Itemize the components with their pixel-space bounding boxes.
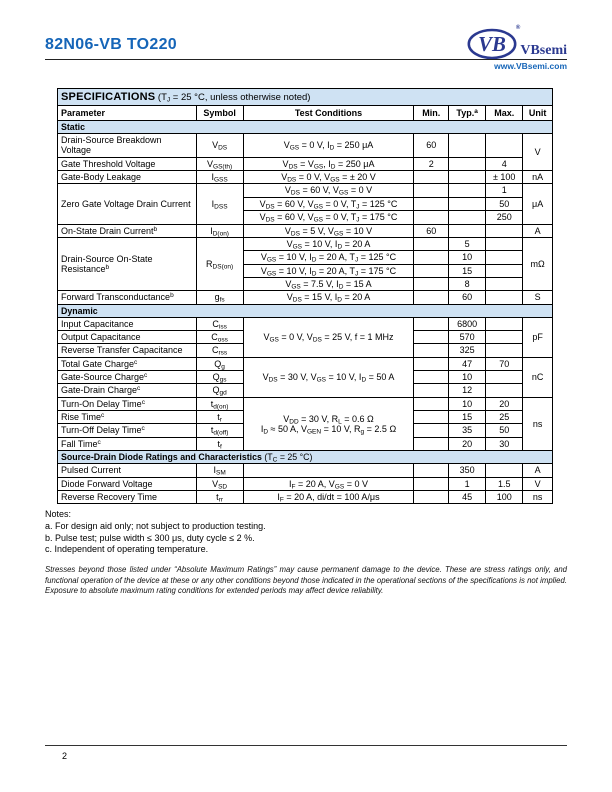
- spec-cell: Output Capacitance: [58, 331, 197, 344]
- spec-cell: ± 100: [486, 171, 523, 184]
- spec-cell: $I_F = 20$ A, $V_{GS} = 0$ V: [243, 477, 414, 490]
- spec-cell: 6800: [449, 317, 486, 330]
- spec-cell: 50: [486, 197, 523, 210]
- spec-cell: 20: [449, 437, 486, 450]
- spec-cell: [414, 317, 449, 330]
- spec-cell: 1.5: [486, 477, 523, 490]
- spec-cell: 10: [449, 251, 486, 264]
- spec-cell: [486, 371, 523, 384]
- spec-cell: $V_{GS} = 7.5$ V, $I_D = 15$ A: [243, 277, 414, 290]
- spec-cell: [486, 317, 523, 330]
- spec-cell: [414, 411, 449, 424]
- note-item-b: b. Pulse test; pulse width ≤ 300 μs, duty cycle ≤ 2 %.: [45, 532, 255, 543]
- spec-cell: $C_{oss}$: [196, 331, 243, 344]
- spec-cell: $V_{DS} = 30$ V, $V_{GS} = 10$ V, $I_D = 50$ A: [243, 357, 414, 397]
- spec-row: [58, 157, 553, 170]
- section-label: Source-Drain Diode Ratings and Characteristics ($T_C = 25$ °C): [58, 451, 553, 464]
- spec-cell: [414, 277, 449, 290]
- spec-row: [58, 477, 553, 490]
- spec-cell: [449, 211, 486, 224]
- spec-row: [58, 397, 553, 410]
- spec-cell: V: [523, 134, 553, 171]
- spec-cell: [414, 477, 449, 490]
- vbsemi-logo: [466, 25, 567, 60]
- spec-cell: [486, 291, 523, 304]
- spec-cell: 1: [449, 477, 486, 490]
- spec-cell: [486, 277, 523, 290]
- spec-cell: $Q_{gs}$: [196, 371, 243, 384]
- spec-cell: Reverse Transfer Capacitance: [58, 344, 197, 357]
- spec-cell: $V_{GS} = 10$ V, $I_D = 20$ A: [243, 237, 414, 250]
- website-link[interactable]: www.VBsemi.com: [494, 61, 567, 71]
- spec-cell: $V_{GS} = 0$ V, $I_D = 250$ μA: [243, 134, 414, 158]
- spec-cell: $V_{GS} = 10$ V, $I_D = 20$ A, $T_J = 125$ °C: [243, 251, 414, 264]
- spec-cell: 8: [449, 277, 486, 290]
- spec-cell: Gate Threshold Voltage: [58, 157, 197, 170]
- spec-cell: [486, 264, 523, 277]
- spec-cell: 47: [449, 357, 486, 370]
- column-header: Test Conditions: [243, 106, 414, 121]
- spec-cell: Turn-On Delay Time$^c$: [58, 397, 197, 410]
- spec-cell: [486, 384, 523, 397]
- page-number: 2: [62, 751, 68, 761]
- spec-row: [58, 171, 553, 184]
- spec-cell: $t_r$: [196, 411, 243, 424]
- part-number-title: 82N06-VB TO220: [45, 36, 177, 53]
- spec-cell: Gate-Source Charge$^c$: [58, 371, 197, 384]
- spec-cell: $V_{GS} = 0$ V, $V_{DS} = 25$ V, f = 1 MHz: [243, 317, 414, 357]
- spec-title: SPECIFICATIONS ($T_J = 25$ °C, unless otherwise noted): [58, 89, 553, 106]
- spec-cell: [486, 464, 523, 477]
- spec-cell: 1: [486, 184, 523, 197]
- spec-cell: $V_{GS(th)}$: [196, 157, 243, 170]
- spec-cell: $I_F = 20$ A, di/dt = 100 A/μs: [243, 490, 414, 503]
- spec-cell: [414, 397, 449, 410]
- spec-cell: [414, 344, 449, 357]
- specifications-table: [57, 88, 553, 504]
- spec-row: [58, 317, 553, 330]
- spec-row: [58, 490, 553, 503]
- spec-cell: [486, 237, 523, 250]
- spec-cell: $V_{DS} = 60$ V, $V_{GS} = 0$ V: [243, 184, 414, 197]
- spec-cell: ns: [523, 490, 553, 503]
- spec-cell: pF: [523, 317, 553, 357]
- spec-cell: 15: [449, 264, 486, 277]
- spec-cell: $V_{GS} = 10$ V, $I_D = 20$ A, $T_J = 175$ °C: [243, 264, 414, 277]
- spec-cell: Gate-Body Leakage: [58, 171, 197, 184]
- header-divider: [45, 59, 567, 60]
- spec-cell: 250: [486, 211, 523, 224]
- spec-cell: [486, 331, 523, 344]
- column-header: Parameter: [58, 106, 197, 121]
- disclaimer-text: Stresses beyond those listed under “Absolute Maximum Ratings” may cause permanent damage to the device. These are stress ratings only, and functional operation of the device at these or any other conditions beyond those indicated in the operational sections of the specifications is not implied. Exposure to absolute maximum rating conditions for extended periods may affect device reliability.: [45, 565, 567, 596]
- spec-cell: [243, 464, 414, 477]
- spec-cell: [414, 464, 449, 477]
- spec-cell: 15: [449, 411, 486, 424]
- footer-divider: [45, 745, 567, 746]
- column-header: Max.: [486, 106, 523, 121]
- spec-row: [58, 464, 553, 477]
- spec-cell: Diode Forward Voltage: [58, 477, 197, 490]
- spec-row: [58, 237, 553, 250]
- spec-cell: 12: [449, 384, 486, 397]
- spec-cell: [414, 424, 449, 437]
- logo-wordmark: VBsemi: [520, 43, 567, 58]
- spec-row: [58, 134, 553, 158]
- spec-cell: Drain-Source On-State Resistance$^b$: [58, 237, 197, 290]
- spec-cell: On-State Drain Current$^b$: [58, 224, 197, 237]
- spec-cell: 2: [414, 157, 449, 170]
- spec-cell: 100: [486, 490, 523, 503]
- column-header: Symbol: [196, 106, 243, 121]
- spec-cell: 60: [414, 224, 449, 237]
- document-header: [45, 25, 567, 62]
- spec-cell: A: [523, 224, 553, 237]
- spec-cell: 570: [449, 331, 486, 344]
- registered-trademark-icon: ®: [515, 25, 521, 31]
- spec-cell: [414, 331, 449, 344]
- spec-cell: $V_{DS} = 60$ V, $V_{GS} = 0$ V, $T_J = 175$ °C: [243, 211, 414, 224]
- spec-cell: [414, 371, 449, 384]
- spec-cell: $t_{rr}$: [196, 490, 243, 503]
- spec-cell: $Q_g$: [196, 357, 243, 370]
- spec-cell: [414, 171, 449, 184]
- spec-cell: 350: [449, 464, 486, 477]
- notes-block: [45, 509, 567, 556]
- spec-cell: [414, 251, 449, 264]
- section-header-row: [58, 304, 553, 317]
- column-header: Unit: [523, 106, 553, 121]
- notes-heading: Notes:: [45, 509, 72, 520]
- spec-cell: [486, 344, 523, 357]
- section-label: Dynamic: [58, 304, 553, 317]
- spec-cell: Gate-Drain Charge$^c$: [58, 384, 197, 397]
- spec-cell: 70: [486, 357, 523, 370]
- spec-cell: [414, 237, 449, 250]
- spec-cell: 20: [486, 397, 523, 410]
- section-label: Static: [58, 121, 553, 134]
- spec-cell: $V_{DS} = 60$ V, $V_{GS} = 0$ V, $T_J = 125$ °C: [243, 197, 414, 210]
- spec-cell: 35: [449, 424, 486, 437]
- spec-cell: $V_{DS} = 0$ V, $V_{GS}$ = ± 20 V: [243, 171, 414, 184]
- spec-cell: $t_{d(on)}$: [196, 397, 243, 410]
- spec-cell: Fall Time$^c$: [58, 437, 197, 450]
- spec-cell: 60: [449, 291, 486, 304]
- spec-cell: [414, 437, 449, 450]
- spec-cell: 25: [486, 411, 523, 424]
- spec-cell: Input Capacitance: [58, 317, 197, 330]
- spec-cell: [414, 184, 449, 197]
- spec-cell: Total Gate Charge$^c$: [58, 357, 197, 370]
- spec-row: [58, 291, 553, 304]
- spec-cell: Zero Gate Voltage Drain Current: [58, 184, 197, 224]
- spec-cell: $V_{DS} = 15$ V, $I_D = 20$ A: [243, 291, 414, 304]
- spec-cell: $C_{rss}$: [196, 344, 243, 357]
- spec-cell: Drain-Source Breakdown Voltage: [58, 134, 197, 158]
- spec-cell: $Q_{gd}$: [196, 384, 243, 397]
- spec-cell: S: [523, 291, 553, 304]
- spec-cell: $g_{fs}$: [196, 291, 243, 304]
- spec-cell: Reverse Recovery Time: [58, 490, 197, 503]
- spec-row: [58, 357, 553, 370]
- spec-cell: 50: [486, 424, 523, 437]
- spec-row: [58, 184, 553, 197]
- spec-cell: $R_{DS(on)}$: [196, 237, 243, 290]
- spec-cell: [414, 291, 449, 304]
- spec-cell: $t_{d(off)}$: [196, 424, 243, 437]
- spec-cell: $I_{D(on)}$: [196, 224, 243, 237]
- spec-cell: 10: [449, 371, 486, 384]
- spec-cell: A: [523, 464, 553, 477]
- column-header: Min.: [414, 106, 449, 121]
- note-item-a: a. For design aid only; not subject to production testing.: [45, 520, 266, 531]
- section-header-row: [58, 451, 553, 464]
- spec-cell: μA: [523, 184, 553, 224]
- spec-cell: 4: [486, 157, 523, 170]
- spec-cell: Turn-Off Delay Time$^c$: [58, 424, 197, 437]
- spec-cell: [449, 224, 486, 237]
- svg-text:VB: VB: [478, 33, 507, 57]
- spec-cell: 325: [449, 344, 486, 357]
- spec-cell: [414, 211, 449, 224]
- spec-cell: Pulsed Current: [58, 464, 197, 477]
- spec-cell: [449, 134, 486, 158]
- column-header: Typ.$^a$: [449, 106, 486, 121]
- spec-cell: $t_f$: [196, 437, 243, 450]
- spec-cell: ns: [523, 397, 553, 450]
- spec-cell: nA: [523, 171, 553, 184]
- spec-cell: $V_{SD}$: [196, 477, 243, 490]
- spec-cell: Rise Time$^c$: [58, 411, 197, 424]
- spec-cell: $V_{DD} = 30$ V, $R_L = 0.6$ Ω $I_D \approx 50$ A, $V_{GEN} = 10$ V, $R_g = 2.5$ Ω: [243, 397, 414, 450]
- spec-cell: [414, 384, 449, 397]
- spec-cell: $V_{DS}$: [196, 134, 243, 158]
- spec-cell: [414, 357, 449, 370]
- page-content: [45, 88, 567, 597]
- spec-cell: 45: [449, 490, 486, 503]
- note-item-c: c. Independent of operating temperature.: [45, 544, 209, 555]
- spec-cell: Forward Transconductance$^b$: [58, 291, 197, 304]
- spec-cell: $I_{SM}$: [196, 464, 243, 477]
- spec-cell: $C_{iss}$: [196, 317, 243, 330]
- spec-cell: 60: [414, 134, 449, 158]
- section-header-row: [58, 121, 553, 134]
- spec-cell: [449, 157, 486, 170]
- spec-cell: 10: [449, 397, 486, 410]
- spec-title-row: [58, 89, 553, 106]
- spec-cell: nC: [523, 357, 553, 397]
- column-header-row: [58, 106, 553, 121]
- spec-cell: $V_{DS} = V_{GS}$, $I_D = 250$ μA: [243, 157, 414, 170]
- spec-cell: [414, 264, 449, 277]
- spec-cell: mΩ: [523, 237, 553, 290]
- spec-cell: V: [523, 477, 553, 490]
- spec-cell: [449, 171, 486, 184]
- spec-cell: 5: [449, 237, 486, 250]
- spec-cell: [414, 197, 449, 210]
- spec-cell: $V_{DS} = 5$ V, $V_{GS} = 10$ V: [243, 224, 414, 237]
- spec-cell: 30: [486, 437, 523, 450]
- spec-cell: $I_{GSS}$: [196, 171, 243, 184]
- spec-cell: [486, 224, 523, 237]
- vbsemi-logo-icon: [466, 25, 521, 60]
- spec-cell: [486, 251, 523, 264]
- spec-cell: [449, 184, 486, 197]
- spec-cell: [486, 134, 523, 158]
- spec-cell: [414, 490, 449, 503]
- spec-row: [58, 224, 553, 237]
- spec-cell: [449, 197, 486, 210]
- spec-cell: $I_{DSS}$: [196, 184, 243, 224]
